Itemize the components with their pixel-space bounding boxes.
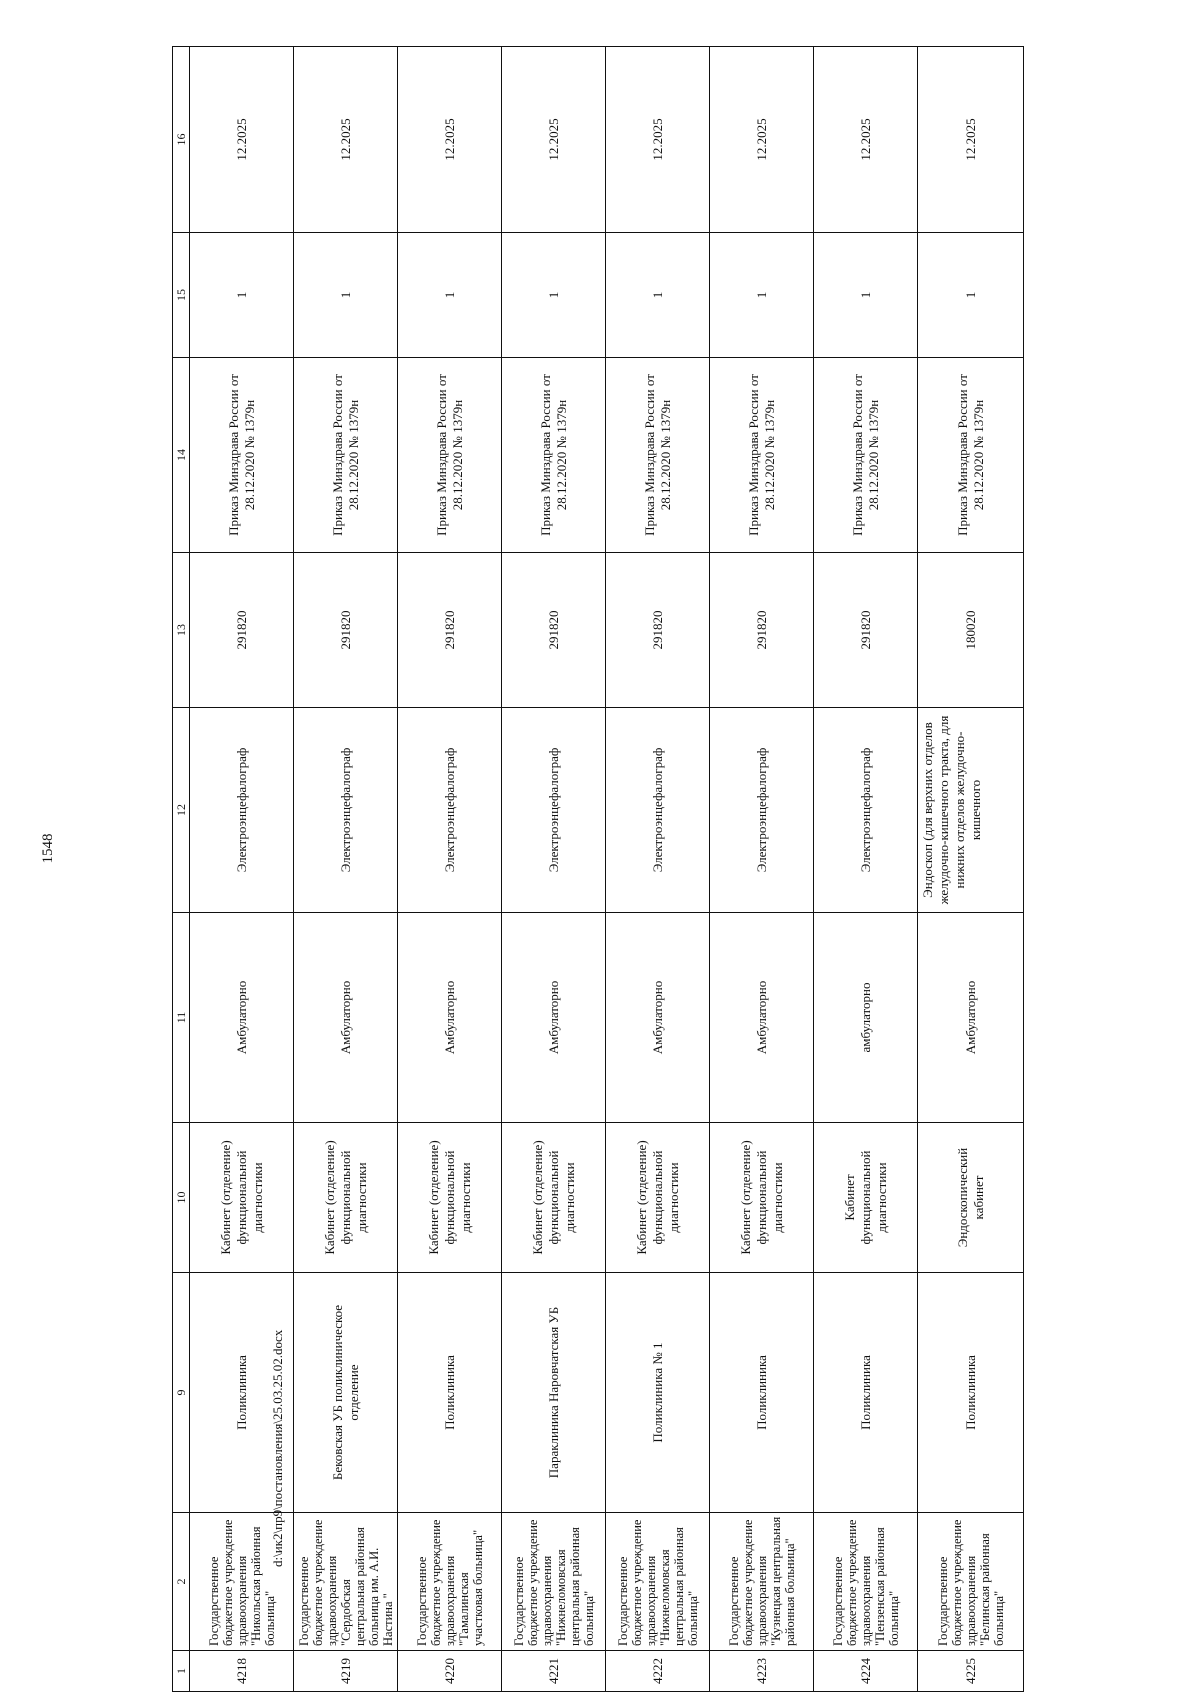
equipment-code: 291820 xyxy=(710,553,814,708)
institution-name: Государственное бюджетное учреждение здравоохранения "Никольская районная больница" xyxy=(190,1513,294,1651)
subdivision: Бековская УБ поликлиническое отделение xyxy=(294,1273,398,1513)
row-number: 4219 xyxy=(294,1651,398,1692)
equipment-name: Электроэнцефалограф xyxy=(606,708,710,913)
equipment-code: 291820 xyxy=(606,553,710,708)
regulation: Приказ Минздрава России от 28.12.2020 № 1379н xyxy=(502,358,606,553)
deadline: 12.2025 xyxy=(502,47,606,233)
equipment-name: Электроэнцефалограф xyxy=(190,708,294,913)
quantity: 1 xyxy=(190,233,294,358)
column-header: 9 xyxy=(173,1273,190,1513)
quantity: 1 xyxy=(294,233,398,358)
column-header: 11 xyxy=(173,913,190,1123)
institution-name: Государственное бюджетное учреждение здравоохранения "Нижнеломовская центральная районная больница" xyxy=(502,1513,606,1651)
care-form: Амбулаторно xyxy=(294,913,398,1123)
subdivision: Поликлиника xyxy=(814,1273,918,1513)
equipment-code: 180020 xyxy=(918,553,1024,708)
equipment-code: 291820 xyxy=(398,553,502,708)
table-row xyxy=(606,47,710,1692)
care-form: Амбулаторно xyxy=(398,913,502,1123)
deadline: 12.2025 xyxy=(294,47,398,233)
deadline: 12.2025 xyxy=(398,47,502,233)
subdivision: Поликлиника № 1 xyxy=(606,1273,710,1513)
row-number: 4225 xyxy=(918,1651,1024,1692)
row-number: 4221 xyxy=(502,1651,606,1692)
care-form: Амбулаторно xyxy=(918,913,1024,1123)
care-form: Амбулаторно xyxy=(606,913,710,1123)
quantity: 1 xyxy=(398,233,502,358)
column-header: 16 xyxy=(173,47,190,233)
care-form: Амбулаторно xyxy=(502,913,606,1123)
page-number: 1548 xyxy=(40,833,56,864)
equipment-name: Эндоскоп (для верхних отделов желудочно-кишечного тракта, для нижних отделов желудочно-кишечного xyxy=(918,708,1024,913)
column-header: 14 xyxy=(173,358,190,553)
table-row xyxy=(398,47,502,1692)
institution-name: Государственное бюджетное учреждение здравоохранения "Сердобская центральная районная больница им. А.И. Настина " xyxy=(294,1513,398,1651)
file-path-footer: d:\ик2\пр9\постановления\25.03.25.02.docx xyxy=(270,1329,285,1567)
quantity: 1 xyxy=(814,233,918,358)
column-header: 15 xyxy=(173,233,190,358)
row-number: 4223 xyxy=(710,1651,814,1692)
table-row xyxy=(294,47,398,1692)
deadline: 12.2025 xyxy=(918,47,1024,233)
equipment-name: Электроэнцефалограф xyxy=(814,708,918,913)
column-number-row xyxy=(173,47,190,1692)
care-form: амбулаторно xyxy=(814,913,918,1123)
row-number: 4220 xyxy=(398,1651,502,1692)
table-row xyxy=(814,47,918,1692)
equipment-name: Электроэнцефалограф xyxy=(710,708,814,913)
column-header: 2 xyxy=(173,1513,190,1651)
quantity: 1 xyxy=(710,233,814,358)
row-number: 4224 xyxy=(814,1651,918,1692)
equipment-code: 291820 xyxy=(190,553,294,708)
deadline: 12.2025 xyxy=(814,47,918,233)
department: Кабинет (отделение) функциональной диагностики xyxy=(502,1123,606,1273)
row-number: 4218 xyxy=(190,1651,294,1692)
department: Кабинет (отделение) функциональной диагностики xyxy=(190,1123,294,1273)
care-form: Амбулаторно xyxy=(710,913,814,1123)
institution-name: Государственное бюджетное учреждение здравоохранения "Тамалинская участковая больница" xyxy=(398,1513,502,1651)
regulation: Приказ Минздрава России от 28.12.2020 № 1379н xyxy=(814,358,918,553)
column-header: 1 xyxy=(173,1651,190,1692)
equipment-code: 291820 xyxy=(814,553,918,708)
institution-name: Государственное бюджетное учреждение здравоохранения "Кузнецкая центральная районная больница" xyxy=(710,1513,814,1651)
equipment-name: Электроэнцефалограф xyxy=(398,708,502,913)
subdivision: Поликлиника xyxy=(398,1273,502,1513)
subdivision: Параклиника Наровчатская УБ xyxy=(502,1273,606,1513)
regulation: Приказ Минздрава России от 28.12.2020 № 1379н xyxy=(606,358,710,553)
subdivision: Поликлиника xyxy=(918,1273,1024,1513)
regulation: Приказ Минздрава России от 28.12.2020 № 1379н xyxy=(190,358,294,553)
column-header: 13 xyxy=(173,553,190,708)
care-form: Амбулаторно xyxy=(190,913,294,1123)
equipment-code: 291820 xyxy=(294,553,398,708)
deadline: 12.2025 xyxy=(190,47,294,233)
column-header: 10 xyxy=(173,1123,190,1273)
regulation: Приказ Минздрава России от 28.12.2020 № 1379н xyxy=(710,358,814,553)
deadline: 12.2025 xyxy=(606,47,710,233)
equipment-name: Электроэнцефалограф xyxy=(294,708,398,913)
subdivision: Поликлиника xyxy=(710,1273,814,1513)
department: Кабинет (отделение) функциональной диагностики xyxy=(294,1123,398,1273)
regulation: Приказ Минздрава России от 28.12.2020 № 1379н xyxy=(294,358,398,553)
institution-name: Государственное бюджетное учреждение здравоохранения "Нижнеломовская центральная районная больница" xyxy=(606,1513,710,1651)
row-number: 4222 xyxy=(606,1651,710,1692)
quantity: 1 xyxy=(606,233,710,358)
table-row xyxy=(502,47,606,1692)
department: Кабинет (отделение) функциональной диагностики xyxy=(398,1123,502,1273)
equipment-table xyxy=(172,46,1024,1692)
department: Кабинет функциональной диагностики xyxy=(814,1123,918,1273)
equipment-code: 291820 xyxy=(502,553,606,708)
table-row xyxy=(710,47,814,1692)
institution-name: Государственное бюджетное учреждение здравоохранения "Белинская районная больница" xyxy=(918,1513,1024,1651)
quantity: 1 xyxy=(918,233,1024,358)
deadline: 12.2025 xyxy=(710,47,814,233)
department: Кабинет (отделение) функциональной диагностики xyxy=(606,1123,710,1273)
subdivision: Поликлиника xyxy=(190,1273,294,1513)
regulation: Приказ Минздрава России от 28.12.2020 № 1379н xyxy=(918,358,1024,553)
department: Эндоскопический кабинет xyxy=(918,1123,1024,1273)
column-header: 12 xyxy=(173,708,190,913)
institution-name: Государственное бюджетное учреждение здравоохранения "Пензенская районная больница" xyxy=(814,1513,918,1651)
department: Кабинет (отделение) функциональной диагностики xyxy=(710,1123,814,1273)
equipment-name: Электроэнцефалограф xyxy=(502,708,606,913)
quantity: 1 xyxy=(502,233,606,358)
table-row xyxy=(918,47,1024,1692)
regulation: Приказ Минздрава России от 28.12.2020 № 1379н xyxy=(398,358,502,553)
